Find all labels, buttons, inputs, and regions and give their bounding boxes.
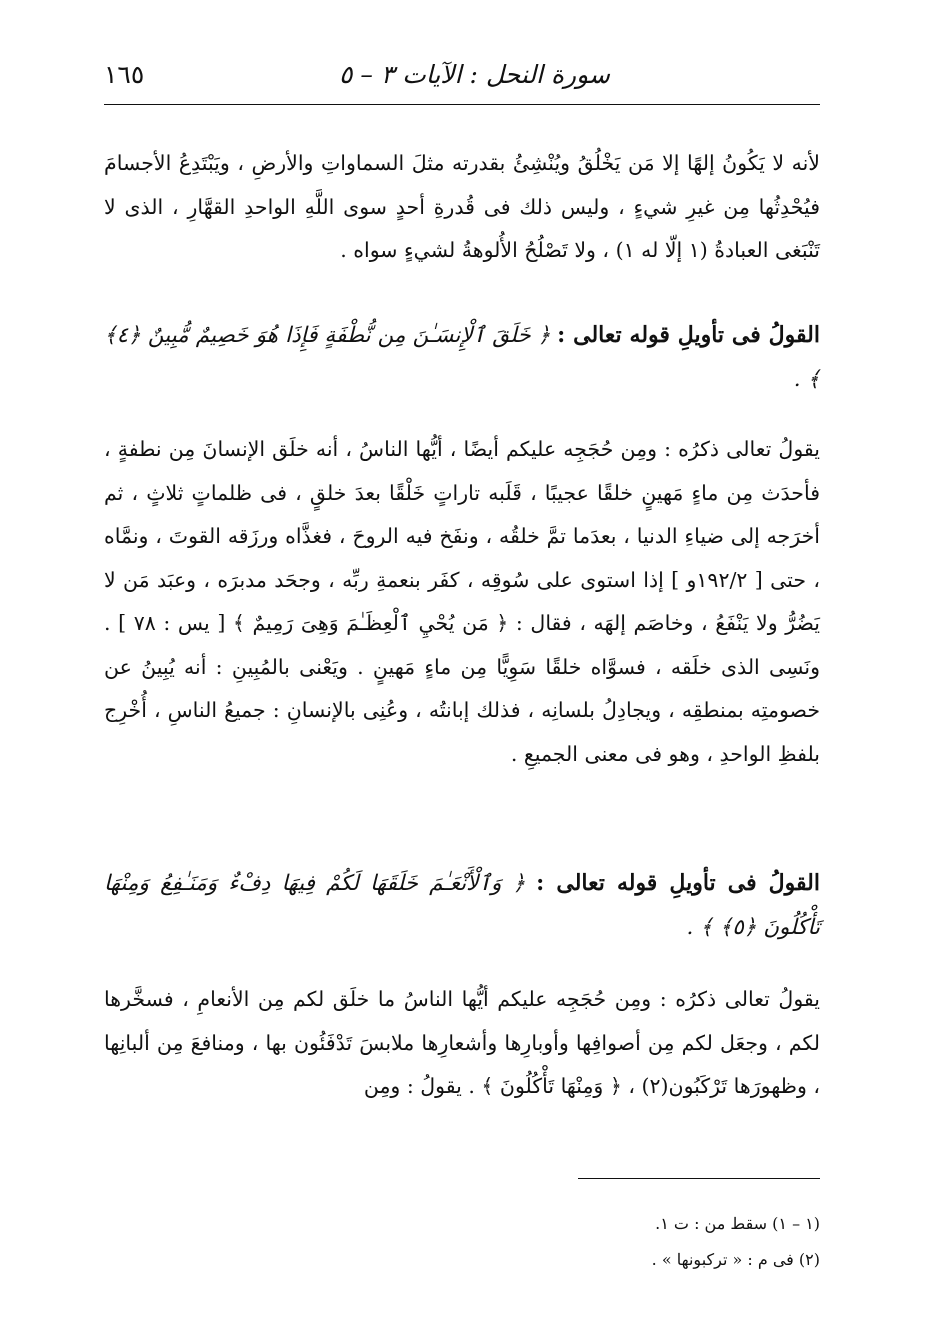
footnote-1: (١ – ١) سقط من : ت ١.	[655, 1214, 820, 1233]
header-rule	[104, 104, 820, 105]
running-header	[104, 60, 820, 96]
footnotes	[104, 1206, 820, 1278]
quran-verse: ﴿ وَٱلْأَنْعَـٰمَ خَلَقَهَا لَكُمْ فِيهَا دِفْءٌ وَمَنَـٰفِعُ وَمِنْهَا تَأْكُلُونَ ﴿٥﴾ ﴾ .	[104, 871, 820, 940]
verse-heading-4	[104, 314, 820, 401]
quran-verse: ﴿ خَلَقَ ٱلْإِنسَـٰنَ مِن نُّطْفَةٍ فَإِذَا هُوَ خَصِيمٌ مُّبِينٌ ﴿٤﴾ ﴾ .	[104, 323, 820, 392]
heading-lead: القولُ فى تأويلِ قوله تعالى :	[536, 870, 820, 896]
footnote-2: (٢) فى م : « تركبونها » .	[651, 1250, 820, 1269]
running-title: سورة النحل : الآيات ٣ – ٥	[338, 60, 610, 89]
verse-heading-5	[104, 862, 820, 949]
footnote-rule	[578, 1178, 820, 1179]
page-number: ١٦٥	[104, 60, 145, 89]
heading-lead: القولُ فى تأويلِ قوله تعالى :	[557, 322, 820, 348]
paragraph-3: يقولُ تعالى ذكرُه : ومِن حُجَجِه عليكم أيُّها الناسُ ما خلَق لكم مِن الأنعامِ ، فسخَّرها لكم ، وجعَل لكم مِن أصوافِها وأوبارِها وأشعارِها ملابسَ تَدْفَئُون بها ، ومنافعَ مِن ألبانِها ، وظهورَها تَرْكَبُون(٢) ، ﴿ وَمِنْهَا تَأْكُلُونَ ﴾ . يقولُ : ومِن	[104, 987, 820, 1098]
paragraph-1: لأنه لا يَكُونُ إلهًا إلا مَن يَخْلُقُ ويُنْشِئُ بقدرته مثلَ السماواتِ والأرضِ ، ويَبْتَدِعُ الأجسامَ فيُحْدِثُها مِن غيرِ شيءٍ ، وليس ذلك فى قُدرةِ أحدٍ سوى اللَّهِ الواحدِ القهَّارِ ، الذى لا تَنْبَغى العبادةُ (١ إلّا له ١) ، ولا تَصْلُحُ الأُلوهةُ لشيءٍ سواه .	[104, 151, 820, 262]
paragraph-2: يقولُ تعالى ذكرُه : ومِن حُجَجِه عليكم أيضًا ، أيُّها الناسُ ، أنه خلَق الإنسانَ مِن نطفةٍ ، فأحدَث مِن ماءٍ مَهينٍ خلقًا عجيبًا ، قَلَبه تاراتٍ خَلْقًا بعدَ خلقٍ ، فى ظلماتٍ ثلاثٍ ، ثم أخرَجه إلى ضياءِ الدنيا ، بعدَما تمَّ خلقُه ، ونفَخ فيه الروحَ ، فغذَّاه ورزَقه القوتَ ، ونمَّاه ، حتى [ ١٩٢/٢و ] إذا استوى على سُوقِه ، كفَر بنعمةِ ربِّه ، وجحَد مدبرَه ، وعبَد مَن لا يَضُرُّ ولا يَنْفَعُ ، وخاصَم إلهَه ، فقال : ﴿ مَن يُحْيِ ٱلْعِظَـٰمَ وَهِىَ رَمِيمٌ ﴾ [ يس : ٧٨ ] . ونَسِى الذى خلَقه ، فسوَّاه خلقًا سَوِيًّا مِن ماءٍ مَهينٍ . ويَعْنى بالمُبِينِ : أنه يُبِينُ عن خصومتِه بمنطقِه ، ويجادِلُ بلسانِه ، فذلك إبانتُه ، وعُنِى بالإنسانِ : جميعُ الناسِ ، أُخْرِج بلفظِ الواحدِ ، وهو فى معنى الجميعِ .	[104, 437, 821, 766]
